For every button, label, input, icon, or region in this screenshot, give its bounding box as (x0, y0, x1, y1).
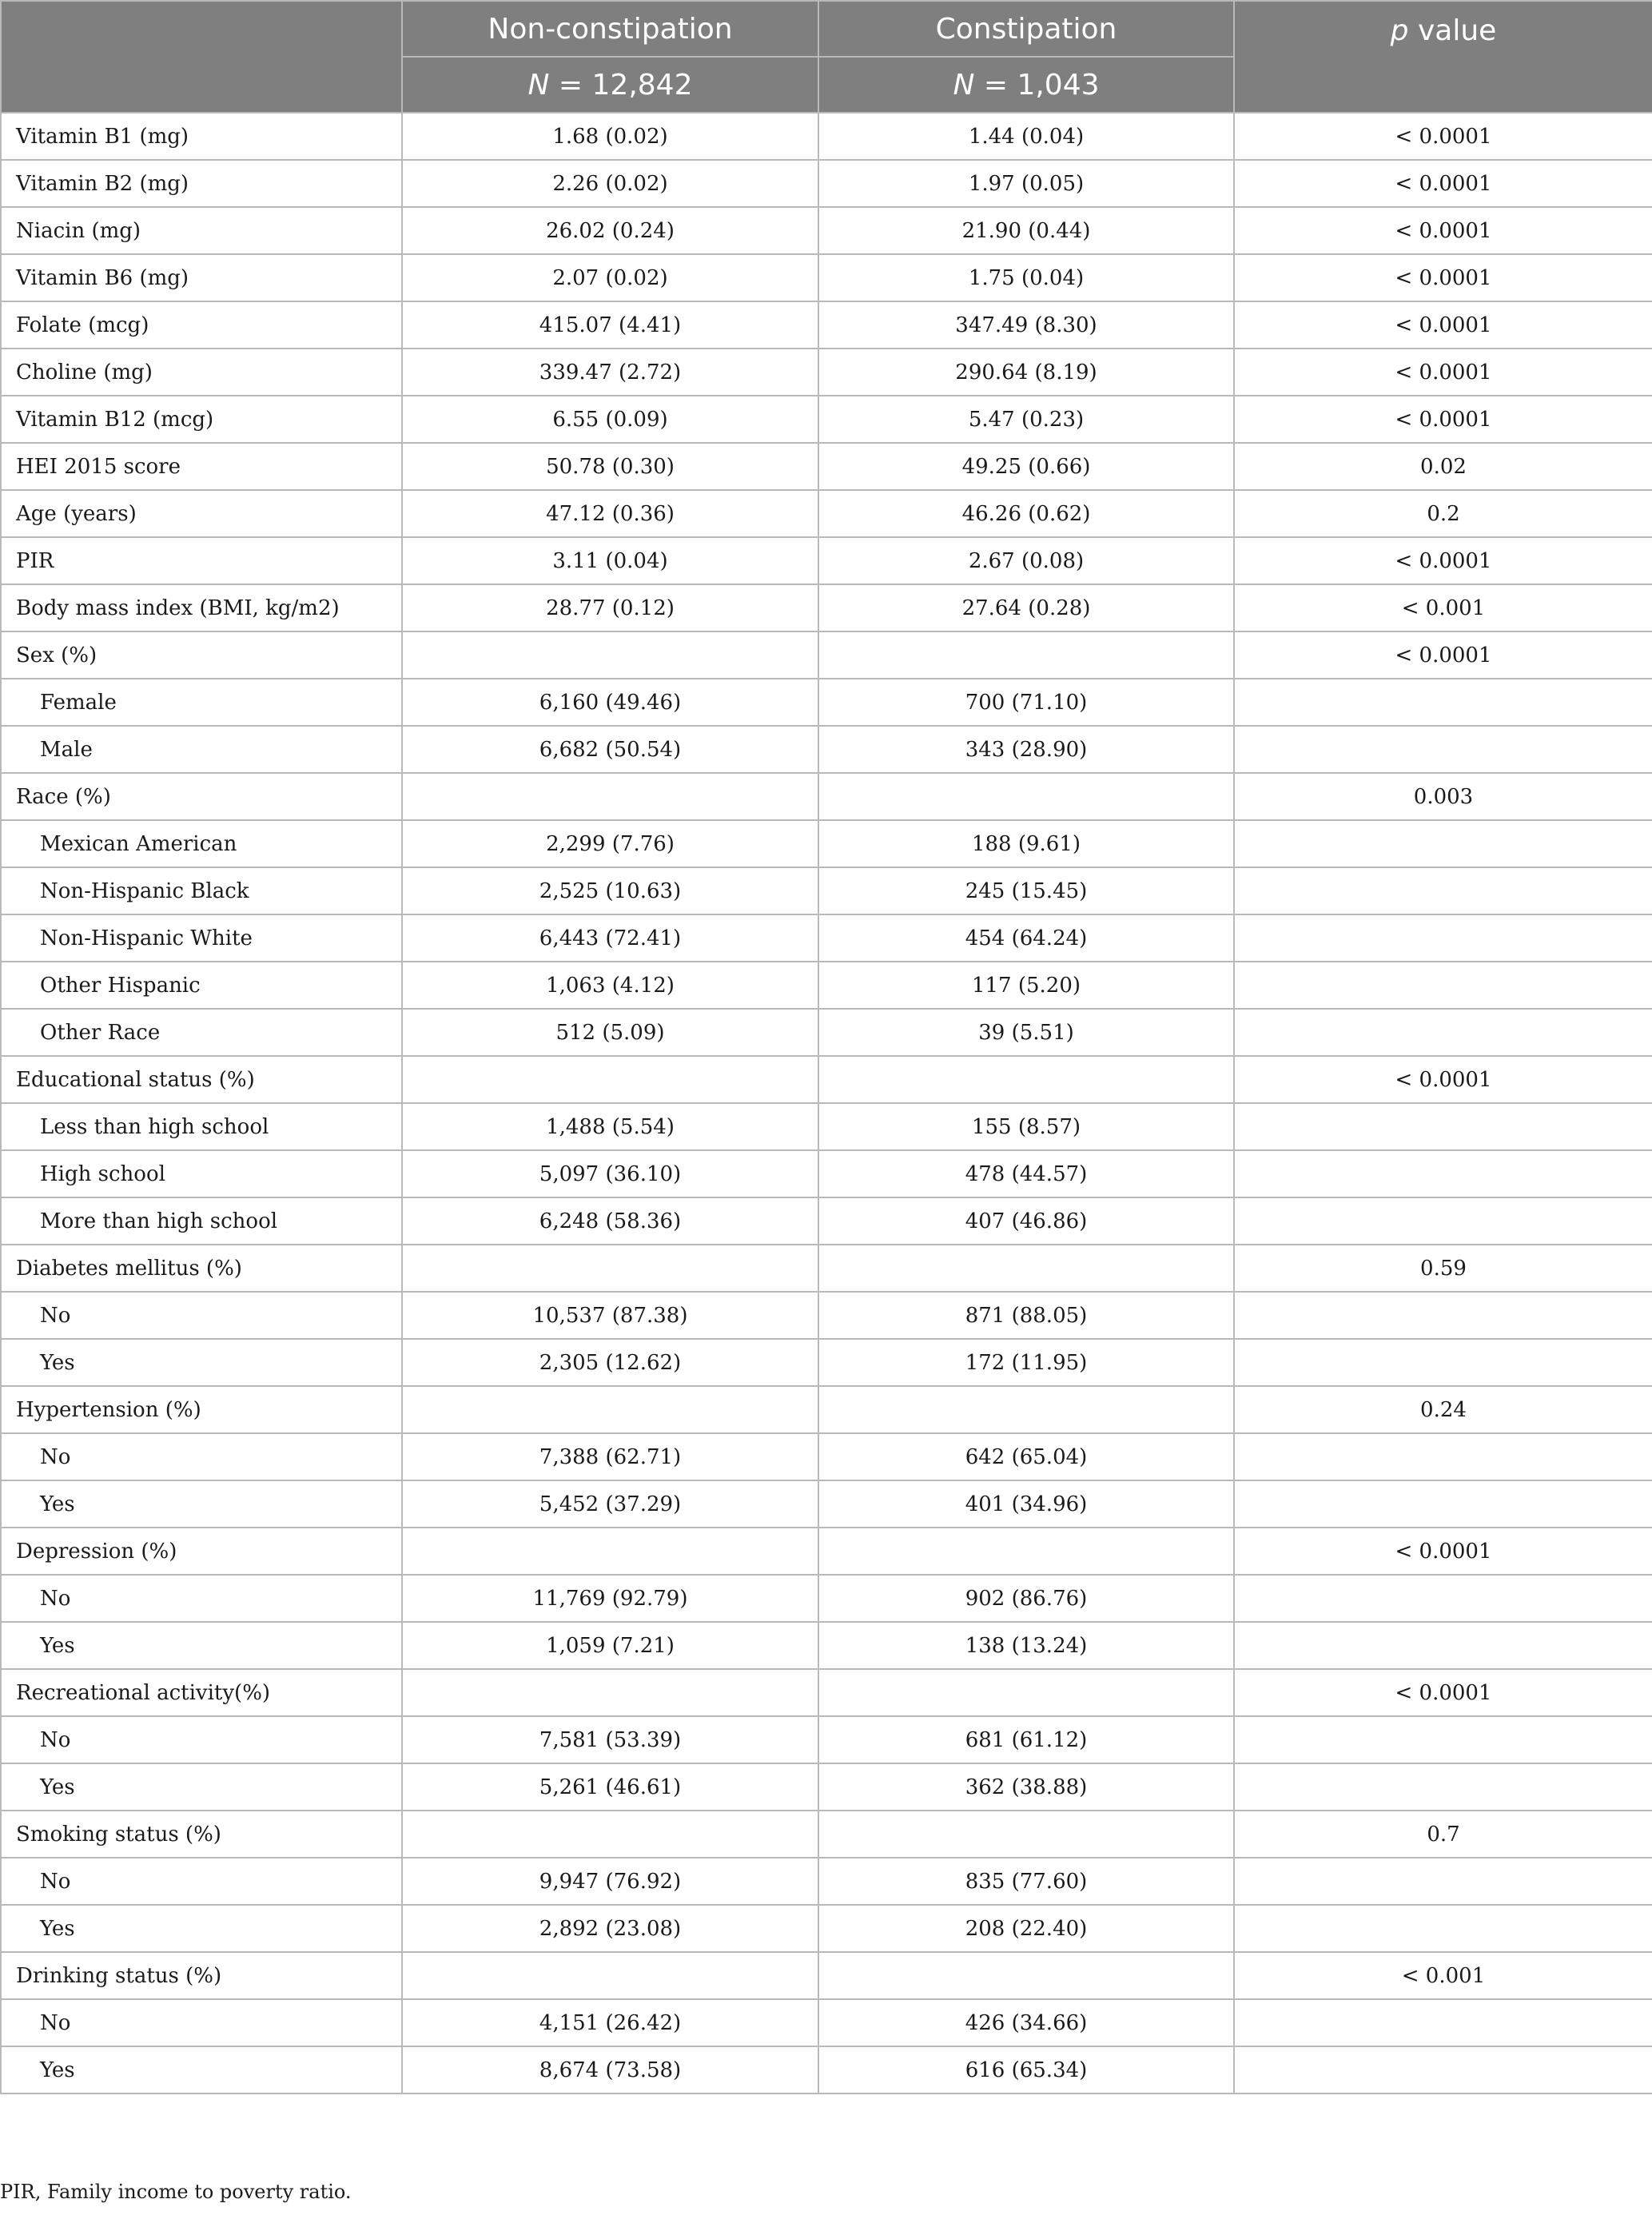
p-symbol: p (1390, 14, 1409, 47)
row-label-cell: Non-Hispanic White (1, 914, 402, 962)
non-constipation-cell (402, 1245, 818, 1292)
constipation-cell (818, 1386, 1234, 1433)
constipation-cell: 681 (61.12) (818, 1716, 1234, 1763)
p-value-cell (1234, 679, 1652, 726)
row-label-cell: Non-Hispanic Black (1, 867, 402, 914)
row-label-cell: Smoking status (%) (1, 1811, 402, 1858)
constipation-cell: 700 (71.10) (818, 679, 1234, 726)
p-value-cell (1234, 1292, 1652, 1339)
constipation-cell: 407 (46.86) (818, 1197, 1234, 1245)
table-row (1, 254, 1652, 301)
p-value-cell (1234, 1480, 1652, 1528)
row-label-cell: Sex (%) (1, 631, 402, 679)
p-value-cell (1234, 1197, 1652, 1245)
row-label-cell: Yes (1, 1480, 402, 1528)
row-label-cell: Drinking status (%) (1, 1952, 402, 1999)
constipation-cell: 642 (65.04) (818, 1433, 1234, 1480)
row-label-cell: Hypertension (%) (1, 1386, 402, 1433)
table-row (1, 1669, 1652, 1716)
table-row (1, 2046, 1652, 2093)
row-label-cell: Other Hispanic (1, 962, 402, 1009)
non-constipation-cell: 512 (5.09) (402, 1009, 818, 1056)
constipation-cell: 2.67 (0.08) (818, 537, 1234, 584)
row-label-cell: Less than high school (1, 1103, 402, 1150)
non-constipation-cell: 10,537 (87.38) (402, 1292, 818, 1339)
table-row (1, 1386, 1652, 1433)
non-constipation-cell: 50.78 (0.30) (402, 443, 818, 490)
table-row (1, 1009, 1652, 1056)
table-row (1, 820, 1652, 867)
table-row (1, 1575, 1652, 1622)
table-row (1, 1763, 1652, 1811)
constipation-cell: 188 (9.61) (818, 820, 1234, 867)
constipation-cell: 39 (5.51) (818, 1009, 1234, 1056)
table-row (1, 679, 1652, 726)
p-value-cell: < 0.001 (1234, 1952, 1652, 1999)
constipation-cell (818, 1056, 1234, 1103)
table-row (1, 1905, 1652, 1952)
p-value-cell: < 0.0001 (1234, 631, 1652, 679)
non-constipation-cell: 2,305 (12.62) (402, 1339, 818, 1386)
non-constipation-cell (402, 1811, 818, 1858)
p-value-cell: < 0.0001 (1234, 349, 1652, 396)
p-value-cell (1234, 1009, 1652, 1056)
constipation-cell (818, 1528, 1234, 1575)
table-row (1, 113, 1652, 160)
constipation-cell (818, 1245, 1234, 1292)
non-constipation-cell: 5,261 (46.61) (402, 1763, 818, 1811)
table-row (1, 1480, 1652, 1528)
non-constipation-cell: 3.11 (0.04) (402, 537, 818, 584)
table-row (1, 349, 1652, 396)
n-symbol: N (953, 68, 975, 102)
header-non-constipation-n (402, 57, 818, 113)
constipation-cell: 5.47 (0.23) (818, 396, 1234, 443)
p-value-cell: < 0.0001 (1234, 1528, 1652, 1575)
p-value-cell: < 0.0001 (1234, 1056, 1652, 1103)
row-label-cell: No (1, 1858, 402, 1905)
row-label-cell: Yes (1, 1339, 402, 1386)
row-label-cell: Yes (1, 2046, 402, 2093)
constipation-cell (818, 631, 1234, 679)
non-constipation-cell: 1,063 (4.12) (402, 962, 818, 1009)
constipation-cell: 1.97 (0.05) (818, 160, 1234, 207)
header-p-value (1234, 1, 1652, 113)
constipation-cell: 138 (13.24) (818, 1622, 1234, 1669)
p-value-cell: 0.2 (1234, 490, 1652, 537)
row-label-cell: HEI 2015 score (1, 443, 402, 490)
non-constipation-cell: 28.77 (0.12) (402, 584, 818, 631)
table-row (1, 537, 1652, 584)
table-row (1, 490, 1652, 537)
non-constipation-cell (402, 773, 818, 820)
table-row (1, 1056, 1652, 1103)
constipation-cell (818, 1952, 1234, 1999)
non-constipation-cell: 6,682 (50.54) (402, 726, 818, 773)
constipation-cell: 21.90 (0.44) (818, 207, 1234, 254)
row-label-cell: Yes (1, 1622, 402, 1669)
p-value-cell: < 0.0001 (1234, 160, 1652, 207)
p-value-cell (1234, 1716, 1652, 1763)
constipation-cell: 454 (64.24) (818, 914, 1234, 962)
row-label-cell: Yes (1, 1763, 402, 1811)
non-constipation-cell: 26.02 (0.24) (402, 207, 818, 254)
constipation-cell: 902 (86.76) (818, 1575, 1234, 1622)
p-value-cell (1234, 867, 1652, 914)
constipation-cell (818, 1669, 1234, 1716)
row-label-cell: Age (years) (1, 490, 402, 537)
constipation-cell: 290.64 (8.19) (818, 349, 1234, 396)
constipation-cell: 172 (11.95) (818, 1339, 1234, 1386)
constipation-cell: 401 (34.96) (818, 1480, 1234, 1528)
p-value-cell: < 0.0001 (1234, 207, 1652, 254)
row-label-cell: No (1, 1999, 402, 2046)
non-constipation-cell (402, 1528, 818, 1575)
p-value-cell: < 0.001 (1234, 584, 1652, 631)
table-row (1, 1245, 1652, 1292)
non-constipation-cell (402, 1386, 818, 1433)
constipation-cell (818, 773, 1234, 820)
constipation-cell: 1.44 (0.04) (818, 113, 1234, 160)
constipation-cell: 871 (88.05) (818, 1292, 1234, 1339)
non-constipation-cell (402, 1669, 818, 1716)
non-constipation-cell: 2.07 (0.02) (402, 254, 818, 301)
table-row (1, 773, 1652, 820)
row-label-cell: No (1, 1716, 402, 1763)
table-row (1, 1999, 1652, 2046)
non-constipation-cell: 6,248 (58.36) (402, 1197, 818, 1245)
p-value-cell: < 0.0001 (1234, 254, 1652, 301)
table-row (1, 396, 1652, 443)
p-value-cell (1234, 962, 1652, 1009)
p-value-cell (1234, 726, 1652, 773)
constipation-cell: 208 (22.40) (818, 1905, 1234, 1952)
table-row (1, 160, 1652, 207)
row-label-cell: Diabetes mellitus (%) (1, 1245, 402, 1292)
non-constipation-cell: 9,947 (76.92) (402, 1858, 818, 1905)
row-label-cell: Educational status (%) (1, 1056, 402, 1103)
table-row (1, 1622, 1652, 1669)
table-row (1, 301, 1652, 349)
p-value-cell (1234, 1905, 1652, 1952)
table-row (1, 207, 1652, 254)
p-value-cell (1234, 914, 1652, 962)
p-value-cell: 0.02 (1234, 443, 1652, 490)
table-row (1, 1858, 1652, 1905)
table-row (1, 1150, 1652, 1197)
row-label-cell: Vitamin B12 (mcg) (1, 396, 402, 443)
non-constipation-cell: 6,160 (49.46) (402, 679, 818, 726)
p-value-cell: 0.59 (1234, 1245, 1652, 1292)
row-label-cell: Vitamin B1 (mg) (1, 113, 402, 160)
non-constipation-cell (402, 1952, 818, 1999)
header-non-constipation: Non-constipation (402, 1, 818, 57)
non-constipation-cell: 4,151 (26.42) (402, 1999, 818, 2046)
header-constipation-n (818, 57, 1234, 113)
non-constipation-cell: 339.47 (2.72) (402, 349, 818, 396)
table-header (1, 1, 1652, 113)
constipation-cell: 426 (34.66) (818, 1999, 1234, 2046)
row-label-cell: PIR (1, 537, 402, 584)
p-value-cell (1234, 1103, 1652, 1150)
table-row (1, 867, 1652, 914)
table-row (1, 1292, 1652, 1339)
non-constipation-cell: 2.26 (0.02) (402, 160, 818, 207)
row-label-cell: More than high school (1, 1197, 402, 1245)
table-body (1, 113, 1652, 2093)
table-row (1, 1528, 1652, 1575)
row-label-cell: No (1, 1575, 402, 1622)
row-label-cell: Yes (1, 1905, 402, 1952)
table-row (1, 584, 1652, 631)
p-value-cell: 0.7 (1234, 1811, 1652, 1858)
non-constipation-cell: 2,299 (7.76) (402, 820, 818, 867)
non-constipation-cell: 5,097 (36.10) (402, 1150, 818, 1197)
p-label: value (1408, 14, 1497, 47)
constipation-cell: 343 (28.90) (818, 726, 1234, 773)
non-constipation-cell: 11,769 (92.79) (402, 1575, 818, 1622)
header-row-groups (1, 1, 1652, 57)
row-label-cell: Folate (mcg) (1, 301, 402, 349)
constipation-cell (818, 1811, 1234, 1858)
table-row (1, 914, 1652, 962)
table-row (1, 1716, 1652, 1763)
non-constipation-cell: 47.12 (0.36) (402, 490, 818, 537)
n-symbol: N (527, 68, 550, 102)
p-value-cell (1234, 1339, 1652, 1386)
table-row (1, 1952, 1652, 1999)
constipation-cell: 49.25 (0.66) (818, 443, 1234, 490)
constipation-cell: 117 (5.20) (818, 962, 1234, 1009)
table-row (1, 631, 1652, 679)
table-row (1, 1197, 1652, 1245)
non-constipation-cell: 6.55 (0.09) (402, 396, 818, 443)
row-label-cell: Body mass index (BMI, kg/m2) (1, 584, 402, 631)
non-constipation-cell: 415.07 (4.41) (402, 301, 818, 349)
table-row (1, 1103, 1652, 1150)
non-constipation-cell: 1.68 (0.02) (402, 113, 818, 160)
non-constipation-cell: 7,581 (53.39) (402, 1716, 818, 1763)
p-value-cell: 0.003 (1234, 773, 1652, 820)
table-row (1, 726, 1652, 773)
constipation-cell: 835 (77.60) (818, 1858, 1234, 1905)
constipation-cell: 478 (44.57) (818, 1150, 1234, 1197)
row-label-cell: Recreational activity(%) (1, 1669, 402, 1716)
p-value-cell (1234, 1575, 1652, 1622)
non-constipation-cell: 5,452 (37.29) (402, 1480, 818, 1528)
p-value-cell (1234, 1622, 1652, 1669)
p-value-cell: 0.24 (1234, 1386, 1652, 1433)
row-label-cell: Vitamin B2 (mg) (1, 160, 402, 207)
p-value-cell: < 0.0001 (1234, 301, 1652, 349)
row-label-cell: High school (1, 1150, 402, 1197)
row-label-cell: No (1, 1433, 402, 1480)
p-value-cell: < 0.0001 (1234, 537, 1652, 584)
p-value-cell (1234, 1150, 1652, 1197)
table-row (1, 1811, 1652, 1858)
table-row (1, 1433, 1652, 1480)
constipation-cell: 27.64 (0.28) (818, 584, 1234, 631)
header-constipation: Constipation (818, 1, 1234, 57)
non-constipation-cell: 1,488 (5.54) (402, 1103, 818, 1150)
p-value-cell (1234, 1763, 1652, 1811)
p-value-cell (1234, 820, 1652, 867)
table-row (1, 1339, 1652, 1386)
row-label-cell: Female (1, 679, 402, 726)
table-row (1, 962, 1652, 1009)
header-variable-cell (1, 1, 402, 113)
constipation-cell: 347.49 (8.30) (818, 301, 1234, 349)
table-footnote: PIR, Family income to poverty ratio. (0, 2181, 352, 2203)
non-constipation-cell: 1,059 (7.21) (402, 1622, 818, 1669)
constipation-n-value: = 1,043 (974, 68, 1100, 102)
p-value-cell (1234, 1858, 1652, 1905)
constipation-cell: 46.26 (0.62) (818, 490, 1234, 537)
constipation-cell: 362 (38.88) (818, 1763, 1234, 1811)
p-value-cell: < 0.0001 (1234, 396, 1652, 443)
non-constipation-cell: 2,892 (23.08) (402, 1905, 818, 1952)
row-label-cell: Mexican American (1, 820, 402, 867)
row-label-cell: Depression (%) (1, 1528, 402, 1575)
p-value-cell (1234, 2046, 1652, 2093)
row-label-cell: Vitamin B6 (mg) (1, 254, 402, 301)
constipation-cell: 1.75 (0.04) (818, 254, 1234, 301)
non-constipation-cell (402, 631, 818, 679)
p-value-cell: < 0.0001 (1234, 113, 1652, 160)
row-label-cell: Male (1, 726, 402, 773)
p-value-cell (1234, 1433, 1652, 1480)
constipation-cell: 155 (8.57) (818, 1103, 1234, 1150)
row-label-cell: Other Race (1, 1009, 402, 1056)
non-constipation-cell (402, 1056, 818, 1103)
non-constipation-cell: 2,525 (10.63) (402, 867, 818, 914)
non-constipation-cell: 8,674 (73.58) (402, 2046, 818, 2093)
constipation-cell: 245 (15.45) (818, 867, 1234, 914)
p-value-cell (1234, 1999, 1652, 2046)
row-label-cell: Choline (mg) (1, 349, 402, 396)
table-row (1, 443, 1652, 490)
non-constipation-cell: 7,388 (62.71) (402, 1433, 818, 1480)
non-constipation-n-value: = 12,842 (549, 68, 693, 102)
row-label-cell: Niacin (mg) (1, 207, 402, 254)
non-constipation-cell: 6,443 (72.41) (402, 914, 818, 962)
constipation-cell: 616 (65.34) (818, 2046, 1234, 2093)
p-value-cell: < 0.0001 (1234, 1669, 1652, 1716)
row-label-cell: Race (%) (1, 773, 402, 820)
row-label-cell: No (1, 1292, 402, 1339)
